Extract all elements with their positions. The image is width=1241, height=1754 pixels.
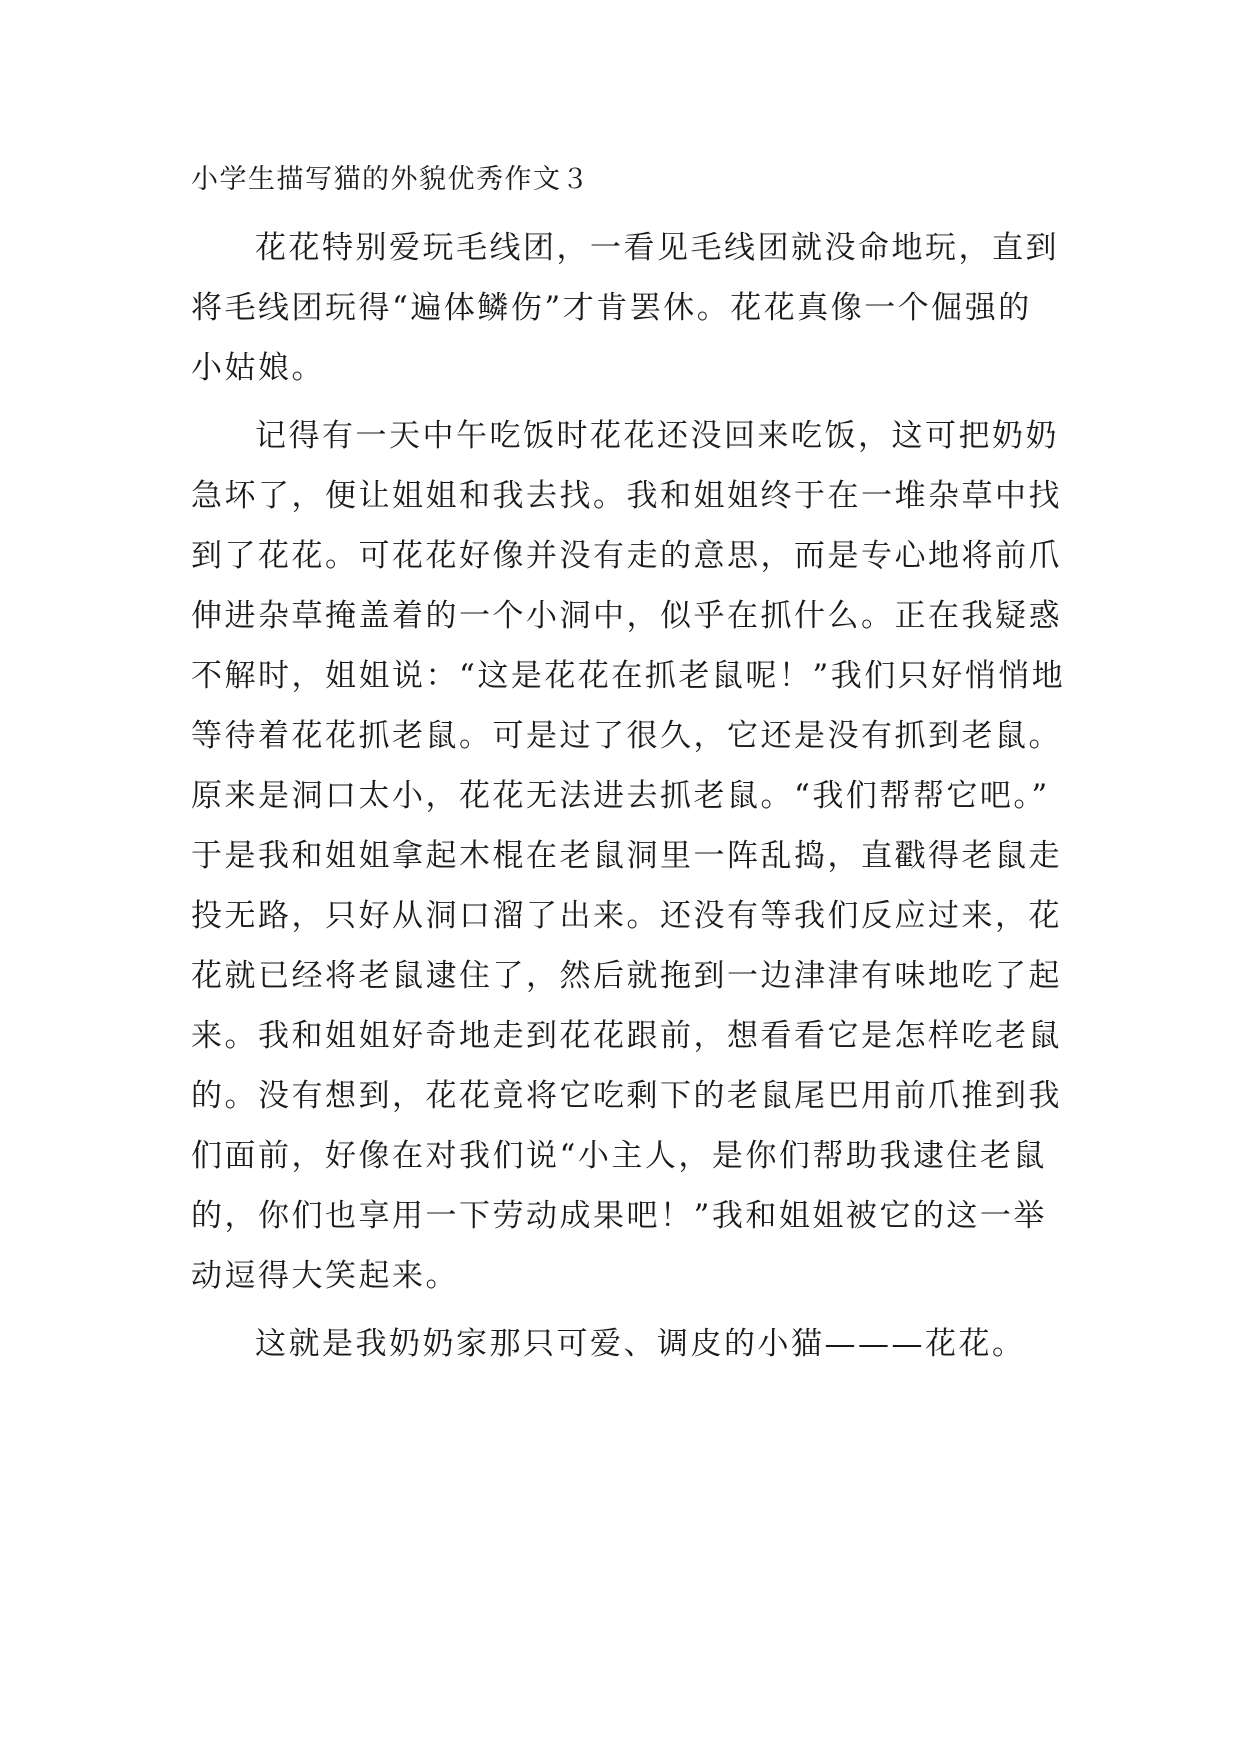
paragraph-line: 到了花花。可花花好像并没有走的意思，而是专心地将前爪 xyxy=(191,538,1062,574)
paragraph-line: 急坏了，便让姐姐和我去找。我和姐姐终于在一堆杂草中找 xyxy=(191,478,1062,514)
paragraph-line: 们面前，好像在对我们说“小主人，是你们帮助我逮住老鼠 xyxy=(191,1138,1047,1174)
paragraph-line: 花花特别爱玩毛线团，一看见毛线团就没命地玩，直到 xyxy=(255,230,1059,266)
paragraph-line: 于是我和姐姐拿起木棍在老鼠洞里一阵乱捣，直戳得老鼠走 xyxy=(191,838,1062,874)
paragraph-line: 动逗得大笑起来。 xyxy=(191,1258,459,1294)
paragraph-line: 原来是洞口太小，花花无法进去抓老鼠。“我们帮帮它吧。” xyxy=(191,778,1050,814)
paragraph-line: 等待着花花抓老鼠。可是过了很久，它还是没有抓到老鼠。 xyxy=(191,718,1062,754)
document-body xyxy=(191,160,1066,1382)
paragraph xyxy=(191,1314,1051,1374)
paragraph-line: 来。我和姐姐好奇地走到花花跟前，想看看它是怎样吃老鼠 xyxy=(191,1018,1062,1054)
paragraph-line: 小姑娘。 xyxy=(191,350,325,386)
paragraph-line: 伸进杂草掩盖着的一个小洞中，似乎在抓什么。正在我疑惑 xyxy=(191,598,1062,634)
paragraph-line: 记得有一天中午吃饭时花花还没回来吃饭，这可把奶奶 xyxy=(255,418,1059,454)
paragraph xyxy=(191,218,1059,398)
paragraph-line: 不解时，姐姐说：“这是花花在抓老鼠呢！”我们只好悄悄地 xyxy=(191,658,1066,694)
paragraph xyxy=(191,406,1066,1306)
paragraph-line: 将毛线团玩得“遍体鳞伤”才肯罢休。花花真像一个倔强的 xyxy=(191,290,1032,326)
document-title: 小学生描写猫的外貌优秀作文３ xyxy=(191,164,590,195)
paragraph-line: 这就是我奶奶家那只可爱、调皮的小猫———花花。 xyxy=(255,1326,1026,1362)
paragraph-line: 的，你们也享用一下劳动成果吧！”我和姐姐被它的这一举 xyxy=(191,1198,1047,1234)
paragraph-line: 花就已经将老鼠逮住了，然后就拖到一边津津有味地吃了起 xyxy=(191,958,1062,994)
paragraph-line: 投无路，只好从洞口溜了出来。还没有等我们反应过来，花 xyxy=(191,898,1062,934)
paragraph-line: 的。没有想到，花花竟将它吃剩下的老鼠尾巴用前爪推到我 xyxy=(191,1078,1062,1114)
